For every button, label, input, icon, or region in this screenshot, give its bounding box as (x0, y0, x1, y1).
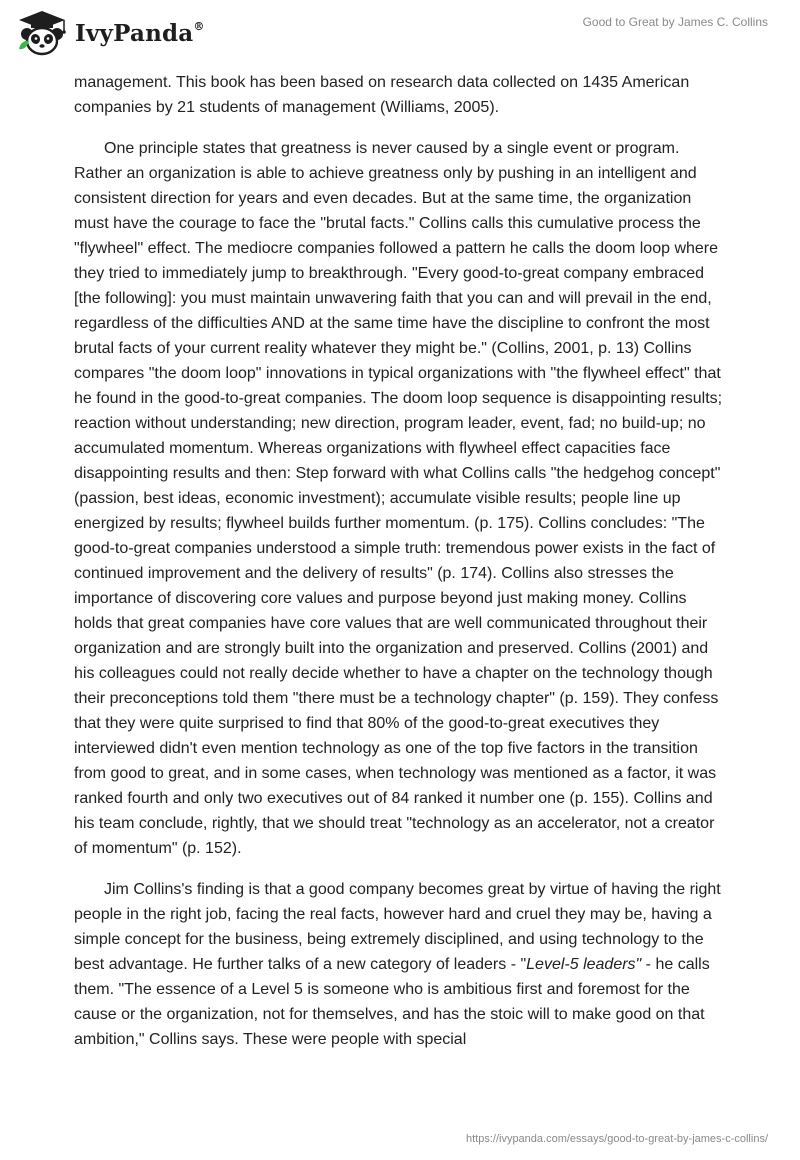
paragraph-flywheel: One principle states that greatness is never caused by a single event or program. Rather an organization is able to achieve greatness only by pushing in an intelligent and consistent direction for years and even decades. But at the same time, the organization must have the courage to face the "brutal facts." Collins calls this cumulative process the "flywheel" effect. The mediocre companies followed a pattern he calls the doom loop where they tried to immediately jump to breakthrough. "Every good-to-great company embraced [the following]: you must maintain unwavering faith that you can and will prevail in the end, regardless of the difficulties AND at the same time have the discipline to confront the most brutal facts of your current reality whatever they might be." (Collins, 2001, p. 13) Collins compares "the doom loop" innovations in typical organizations with "the flywheel effect" that he found in the good-to-great companies. The doom loop sequence is disappointing results; reaction without understanding; new direction, program leader, event, fad; no build-up; no accumulated momentum. Whereas organizations with flywheel effect capacities face disappointing results and then: Step forward with what Collins calls "the hedgehog concept" (passion, best ideas, economic investment); accumulate visible results; people line up energized by results; flywheel builds further momentum. (p. 175). Collins concludes: "The good-to-great companies understood a simple truth: tremendous power exists in the fact of continued improvement and the delivery of results" (p. 174). Collins also stresses the importance of discovering core values and purpose beyond just making money. Collins holds that great companies have core values that are well communicated throughout their organization and are strongly built into the organization and preserved. Collins (2001) and his colleagues could not really decide whether to have a chapter on the technology though their preconceptions told them "there must be a technology chapter" (p. 159). They confess that they were quite surprised to find that 80% of the good-to-great executives they interviewed didn't even mention technology as one of the top five factors in the transition from good to great, and in some cases, when technology was mentioned as a factor, it was ranked fourth and only two executives out of 84 ranked it number one (p. 155). Collins and his team conclude, rightly, that we should treat "technology as an accelerator, not a creator of momentum" (p. 152). (74, 140, 723, 857)
essay-body (74, 70, 729, 1052)
panda-graduation-icon (15, 9, 69, 57)
level5-emphasis: Level-5 leaders" (526, 956, 642, 973)
document-title: Good to Great by James C. Collins (582, 15, 768, 29)
brand-name: IvyPanda® (75, 19, 205, 47)
source-url[interactable]: https://ivypanda.com/essays/good-to-great-by-james-c-collins/ (465, 1133, 768, 1145)
ivypanda-logo[interactable] (15, 8, 205, 58)
paragraph-level5: Jim Collins's finding is that a good company becomes great by virtue of having the right people in the right job, facing the real facts, however hard and cruel they may be, having a simple concept for the business, being extremely disciplined, and using technology to the best advantage. He further talks of a new category of leaders - "Level-5 leaders" - he calls them. "The essence of a Level 5 is someone who is ambitious first and foremost for the cause or the organization, not for themselves, and has the stoic will to make good on that ambition," Collins says. These were people with special (74, 881, 721, 1048)
paragraph-continuation: management. This book has been based on research data collected on 1435 American companies by 21 students of management (Williams, 2005). (74, 74, 690, 116)
page-header (0, 0, 800, 70)
